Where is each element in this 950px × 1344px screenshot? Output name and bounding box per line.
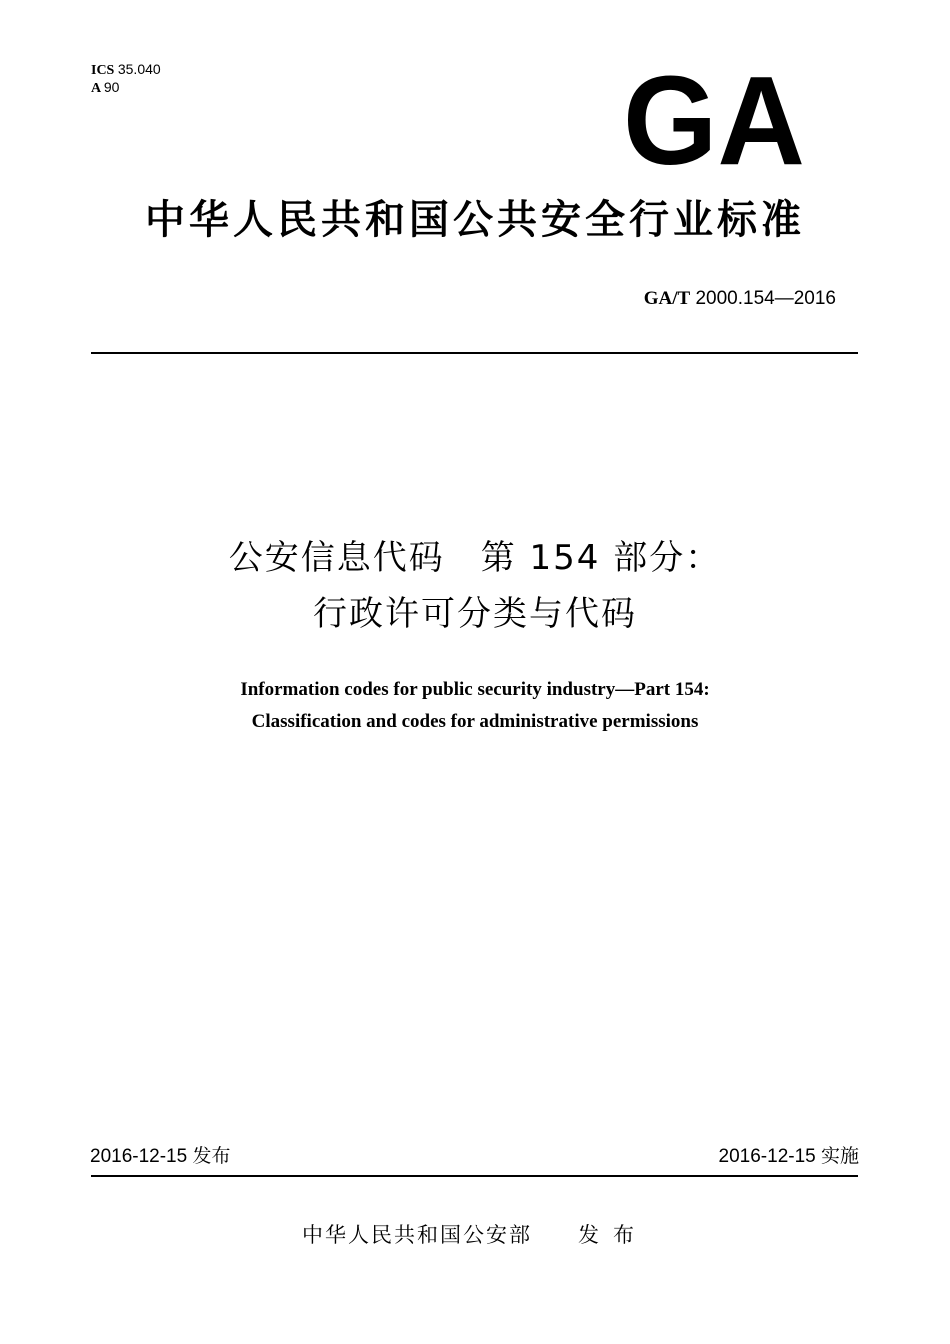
chinese-title-line-2: 行政许可分类与代码 bbox=[313, 594, 637, 634]
ga-logo bbox=[622, 72, 806, 165]
top-divider bbox=[91, 352, 858, 354]
issuing-authority bbox=[0, 1221, 950, 1249]
standard-category-title: 中华人民共和国公共安全行业标准 bbox=[145, 197, 805, 243]
issue-date: 2016-12-15 发布 bbox=[90, 1146, 231, 1167]
issuer-action: 发布 bbox=[578, 1223, 648, 1247]
ics-code: ICS 35.040 bbox=[91, 61, 161, 78]
logo-text: GA bbox=[623, 72, 805, 165]
english-title-line-2: Classification and codes for administrative permissions bbox=[251, 711, 699, 732]
bottom-divider bbox=[91, 1175, 858, 1177]
chinese-title-line-1: 公安信息代码 第 154 部分： bbox=[228, 538, 722, 578]
issuer-name: 中华人民共和国公安部 bbox=[302, 1223, 532, 1247]
english-title bbox=[0, 674, 950, 738]
standard-number: GA/T 2000.154—2016 bbox=[643, 288, 836, 309]
classification-codes bbox=[91, 61, 161, 97]
chinese-title bbox=[0, 530, 950, 642]
implementation-date: 2016-12-15 实施 bbox=[718, 1146, 859, 1167]
english-title-line-1: Information codes for public security industry—Part 154: bbox=[240, 679, 710, 700]
ccs-code: A 90 bbox=[91, 79, 120, 96]
